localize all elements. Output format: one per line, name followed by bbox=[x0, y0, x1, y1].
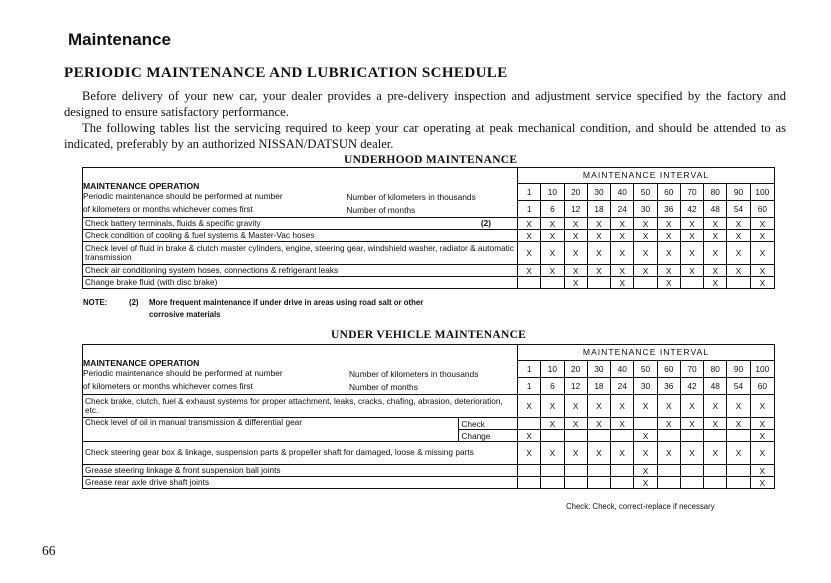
interval-mark: X bbox=[564, 277, 587, 289]
interval-mark: X bbox=[704, 230, 727, 242]
km-cell: 30 bbox=[587, 360, 610, 377]
note-ref: (2) bbox=[480, 217, 492, 228]
month-cell: 36 bbox=[657, 200, 680, 217]
km-cell: 20 bbox=[564, 360, 587, 377]
interval-mark bbox=[704, 477, 727, 489]
km-cell: 1 bbox=[518, 360, 541, 377]
month-cell: 6 bbox=[541, 377, 564, 394]
interval-mark: X bbox=[518, 242, 541, 265]
section-heading: Maintenance bbox=[68, 30, 171, 49]
km-label: Number of kilometers in thousands bbox=[346, 191, 476, 202]
interval-mark: X bbox=[750, 395, 774, 418]
interval-mark: X bbox=[704, 265, 727, 277]
interval-mark: X bbox=[750, 277, 774, 289]
interval-mark: X bbox=[518, 395, 541, 418]
month-cell: 24 bbox=[611, 200, 634, 217]
month-cell: 48 bbox=[704, 377, 727, 394]
header-row-interval bbox=[83, 168, 775, 184]
interval-mark: X bbox=[657, 265, 680, 277]
table-row bbox=[83, 477, 775, 489]
month-cell: 60 bbox=[750, 377, 774, 394]
interval-mark bbox=[541, 465, 564, 477]
interval-mark: X bbox=[657, 242, 680, 265]
km-cell: 10 bbox=[541, 183, 564, 200]
interval-mark: X bbox=[587, 265, 610, 277]
interval-mark bbox=[587, 277, 610, 289]
interval-mark: X bbox=[611, 218, 634, 230]
operation-cell bbox=[83, 277, 518, 289]
km-cell: 80 bbox=[704, 183, 727, 200]
interval-mark: X bbox=[634, 395, 657, 418]
undervehicle-table bbox=[82, 344, 775, 489]
interval-mark: X bbox=[704, 395, 727, 418]
operation-cell bbox=[83, 218, 518, 230]
interval-mark: X bbox=[704, 418, 727, 430]
interval-mark: X bbox=[657, 418, 680, 430]
interval-mark bbox=[564, 477, 587, 489]
interval-mark: X bbox=[634, 218, 657, 230]
interval-mark bbox=[657, 465, 680, 477]
note-number: (2) bbox=[129, 298, 139, 307]
interval-mark: X bbox=[704, 218, 727, 230]
interval-mark bbox=[634, 277, 657, 289]
underhood-table bbox=[82, 167, 775, 289]
interval-mark bbox=[587, 430, 610, 442]
interval-mark bbox=[657, 430, 680, 442]
km-cell: 60 bbox=[657, 183, 680, 200]
interval-mark bbox=[657, 477, 680, 489]
month-cell: 42 bbox=[680, 200, 703, 217]
interval-mark: X bbox=[750, 465, 774, 477]
km-cell: 90 bbox=[727, 360, 750, 377]
op-line1: Periodic maintenance should be performed at number bbox=[83, 368, 283, 378]
op-title: MAINTENANCE OPERATION bbox=[83, 180, 200, 191]
operation-cell: Check steering gear box & linkage, suspension parts & propeller shaft for damaged, loose & missing parts bbox=[83, 442, 518, 465]
interval-mark: X bbox=[564, 395, 587, 418]
underhood-note bbox=[83, 297, 423, 321]
operation-cell bbox=[83, 242, 518, 265]
interval-mark bbox=[587, 477, 610, 489]
interval-mark: X bbox=[727, 418, 750, 430]
operation-cell: Check brake, clutch, fuel & exhaust systems for proper attachment, leaks, cracks, chafing, abrasion, deterioration, etc. bbox=[83, 395, 518, 418]
interval-mark: X bbox=[518, 265, 541, 277]
month-cell: 36 bbox=[657, 377, 680, 394]
interval-mark: X bbox=[634, 477, 657, 489]
km-cell: 100 bbox=[750, 183, 774, 200]
km-cell: 50 bbox=[634, 360, 657, 377]
interval-mark: X bbox=[587, 418, 610, 430]
table-row bbox=[83, 442, 775, 465]
table-row bbox=[83, 465, 775, 477]
interval-mark: X bbox=[680, 265, 703, 277]
interval-mark bbox=[541, 477, 564, 489]
interval-mark: X bbox=[657, 218, 680, 230]
operation-cell: Grease rear axle drive shaft joints bbox=[83, 477, 518, 489]
interval-mark: X bbox=[564, 242, 587, 265]
table-row bbox=[83, 230, 775, 242]
interval-mark: X bbox=[727, 395, 750, 418]
km-label: Number of kilometers in thousands bbox=[349, 368, 479, 379]
interval-mark: X bbox=[704, 277, 727, 289]
interval-mark bbox=[541, 430, 564, 442]
op-line2: of kilometers or months whichever comes first bbox=[83, 381, 253, 391]
month-cell: 54 bbox=[727, 377, 750, 394]
interval-mark: X bbox=[657, 277, 680, 289]
operation-text: Change brake fluid (with disc brake) bbox=[85, 276, 218, 287]
interval-mark: X bbox=[541, 442, 564, 465]
page-title: PERIODIC MAINTENANCE AND LUBRICATION SCHEDULE bbox=[64, 65, 508, 81]
operation-header bbox=[83, 345, 518, 395]
month-cell: 42 bbox=[680, 377, 703, 394]
km-cell: 1 bbox=[518, 183, 541, 200]
op-title: MAINTENANCE OPERATION bbox=[83, 357, 200, 368]
interval-mark: X bbox=[750, 230, 774, 242]
month-cell: 1 bbox=[518, 377, 541, 394]
interval-mark: X bbox=[587, 395, 610, 418]
interval-mark: X bbox=[750, 442, 774, 465]
month-cell: 12 bbox=[564, 200, 587, 217]
km-cell: 70 bbox=[680, 183, 703, 200]
interval-mark: X bbox=[750, 218, 774, 230]
operation-text: Check condition of cooling & fuel systems & Master-Vac hoses bbox=[85, 229, 315, 240]
interval-mark: X bbox=[564, 265, 587, 277]
interval-mark bbox=[727, 430, 750, 442]
table-row bbox=[83, 242, 775, 265]
interval-mark: X bbox=[541, 395, 564, 418]
operation-text: Check air conditioning system hoses, connections & refrigerant leaks bbox=[85, 264, 339, 275]
interval-mark: X bbox=[587, 230, 610, 242]
interval-mark bbox=[727, 277, 750, 289]
interval-mark: X bbox=[727, 230, 750, 242]
interval-mark: X bbox=[634, 430, 657, 442]
interval-mark: X bbox=[727, 442, 750, 465]
interval-mark: X bbox=[750, 265, 774, 277]
months-label: Number of months bbox=[346, 204, 416, 215]
interval-mark: X bbox=[587, 218, 610, 230]
intro-paragraph-1: Before delivery of your new car, your dealer provides a pre-delivery inspection and adjustment service specified by the factory and designed to ensure satisfactory performance. bbox=[64, 89, 786, 119]
note-line1: More frequent maintenance if under drive in areas using road salt or other bbox=[149, 298, 424, 307]
km-cell: 50 bbox=[634, 183, 657, 200]
interval-header: MAINTENANCE INTERVAL bbox=[518, 345, 775, 361]
interval-mark bbox=[727, 465, 750, 477]
interval-mark: X bbox=[611, 230, 634, 242]
interval-mark bbox=[518, 277, 541, 289]
month-cell: 48 bbox=[704, 200, 727, 217]
km-cell: 10 bbox=[541, 360, 564, 377]
km-cell: 70 bbox=[680, 360, 703, 377]
interval-mark: X bbox=[541, 418, 564, 430]
interval-mark bbox=[704, 430, 727, 442]
intro-paragraph-2: The following tables list the servicing required to keep your car operating at peak mechanical condition, and should be attended to as indicated, preferably by an authorized NISSAN/DATSUN dealer. bbox=[64, 121, 786, 151]
interval-mark: X bbox=[541, 265, 564, 277]
interval-mark: X bbox=[611, 395, 634, 418]
interval-mark: X bbox=[611, 277, 634, 289]
km-cell: 40 bbox=[611, 183, 634, 200]
interval-mark: X bbox=[657, 442, 680, 465]
operation-header bbox=[83, 168, 518, 218]
operation-cell bbox=[83, 265, 518, 277]
interval-mark bbox=[564, 430, 587, 442]
table-row bbox=[83, 418, 775, 430]
interval-mark: X bbox=[704, 442, 727, 465]
interval-mark: X bbox=[750, 418, 774, 430]
interval-mark: X bbox=[680, 230, 703, 242]
interval-mark: X bbox=[680, 218, 703, 230]
interval-mark: X bbox=[541, 242, 564, 265]
interval-mark: X bbox=[634, 265, 657, 277]
sub-operation-cell: Check bbox=[459, 418, 518, 430]
interval-mark: X bbox=[750, 242, 774, 265]
km-cell: 30 bbox=[587, 183, 610, 200]
interval-mark: X bbox=[518, 218, 541, 230]
interval-mark: X bbox=[634, 230, 657, 242]
interval-mark bbox=[611, 430, 634, 442]
month-cell: 1 bbox=[518, 200, 541, 217]
interval-mark bbox=[518, 477, 541, 489]
month-cell: 30 bbox=[634, 377, 657, 394]
interval-mark: X bbox=[518, 442, 541, 465]
interval-mark bbox=[727, 477, 750, 489]
interval-mark: X bbox=[611, 418, 634, 430]
interval-mark bbox=[518, 418, 541, 430]
interval-mark: X bbox=[680, 418, 703, 430]
months-label: Number of months bbox=[349, 381, 418, 392]
interval-mark: X bbox=[611, 442, 634, 465]
table-row bbox=[83, 265, 775, 277]
interval-mark: X bbox=[657, 230, 680, 242]
operation-cell bbox=[83, 230, 518, 242]
interval-mark: X bbox=[587, 242, 610, 265]
km-cell: 100 bbox=[750, 360, 774, 377]
interval-mark bbox=[587, 465, 610, 477]
interval-header: MAINTENANCE INTERVAL bbox=[518, 168, 775, 184]
interval-mark bbox=[704, 465, 727, 477]
interval-mark: X bbox=[518, 230, 541, 242]
header-row-interval bbox=[83, 345, 775, 361]
sub-operation-cell: Change bbox=[459, 430, 518, 442]
interval-mark bbox=[518, 465, 541, 477]
op-line1: Periodic maintenance should be performed at number bbox=[83, 191, 283, 201]
interval-mark bbox=[611, 465, 634, 477]
interval-mark: X bbox=[611, 265, 634, 277]
operation-text: Check level of fluid in brake & clutch master cylinders, engine, steering gear, windshield washer, radiator & automatic transmission bbox=[85, 242, 514, 262]
underhood-title: UNDERHOOD MAINTENANCE bbox=[344, 154, 518, 166]
op-line2: of kilometers or months whichever comes first bbox=[83, 204, 253, 214]
interval-mark: X bbox=[541, 218, 564, 230]
interval-mark: X bbox=[564, 230, 587, 242]
page-number: 66 bbox=[42, 543, 56, 558]
interval-mark: X bbox=[727, 218, 750, 230]
interval-mark: X bbox=[727, 265, 750, 277]
table-row bbox=[83, 218, 775, 230]
operation-cell: Check level of oil in manual transmission & differential gear bbox=[83, 418, 459, 442]
interval-mark: X bbox=[564, 218, 587, 230]
month-cell: 18 bbox=[587, 200, 610, 217]
month-cell: 54 bbox=[727, 200, 750, 217]
month-cell: 30 bbox=[634, 200, 657, 217]
interval-mark bbox=[680, 465, 703, 477]
interval-mark: X bbox=[727, 242, 750, 265]
km-cell: 80 bbox=[704, 360, 727, 377]
km-cell: 40 bbox=[611, 360, 634, 377]
interval-mark: X bbox=[564, 442, 587, 465]
operation-cell: Grease steering linkage & front suspension ball joints bbox=[83, 465, 518, 477]
table-row bbox=[83, 395, 775, 418]
note-label: NOTE: bbox=[83, 298, 108, 307]
interval-mark bbox=[564, 465, 587, 477]
interval-mark bbox=[541, 277, 564, 289]
interval-mark: X bbox=[541, 230, 564, 242]
month-cell: 60 bbox=[750, 200, 774, 217]
note-line2: corrosive materials bbox=[149, 310, 221, 319]
interval-mark: X bbox=[750, 477, 774, 489]
table-row bbox=[83, 277, 775, 289]
km-cell: 60 bbox=[657, 360, 680, 377]
month-cell: 18 bbox=[587, 377, 610, 394]
interval-mark: X bbox=[680, 442, 703, 465]
interval-mark bbox=[680, 477, 703, 489]
interval-mark: X bbox=[704, 242, 727, 265]
km-cell: 20 bbox=[564, 183, 587, 200]
km-cell: 90 bbox=[727, 183, 750, 200]
footnote: Check: Check, correct-replace if necessary bbox=[566, 502, 715, 511]
undervehicle-title: UNDER VEHICLE MAINTENANCE bbox=[331, 329, 527, 341]
interval-mark: X bbox=[634, 465, 657, 477]
operation-text: Check battery terminals, fluids & specific gravity bbox=[85, 217, 261, 228]
interval-mark: X bbox=[634, 242, 657, 265]
interval-mark: X bbox=[611, 242, 634, 265]
interval-mark bbox=[680, 430, 703, 442]
interval-mark: X bbox=[750, 430, 774, 442]
interval-mark bbox=[611, 477, 634, 489]
interval-mark: X bbox=[634, 442, 657, 465]
interval-mark bbox=[634, 418, 657, 430]
interval-mark bbox=[680, 277, 703, 289]
interval-mark: X bbox=[587, 442, 610, 465]
month-cell: 6 bbox=[541, 200, 564, 217]
interval-mark: X bbox=[680, 242, 703, 265]
interval-mark: X bbox=[564, 418, 587, 430]
interval-mark: X bbox=[518, 430, 541, 442]
interval-mark: X bbox=[657, 395, 680, 418]
interval-mark: X bbox=[680, 395, 703, 418]
month-cell: 12 bbox=[564, 377, 587, 394]
month-cell: 24 bbox=[611, 377, 634, 394]
